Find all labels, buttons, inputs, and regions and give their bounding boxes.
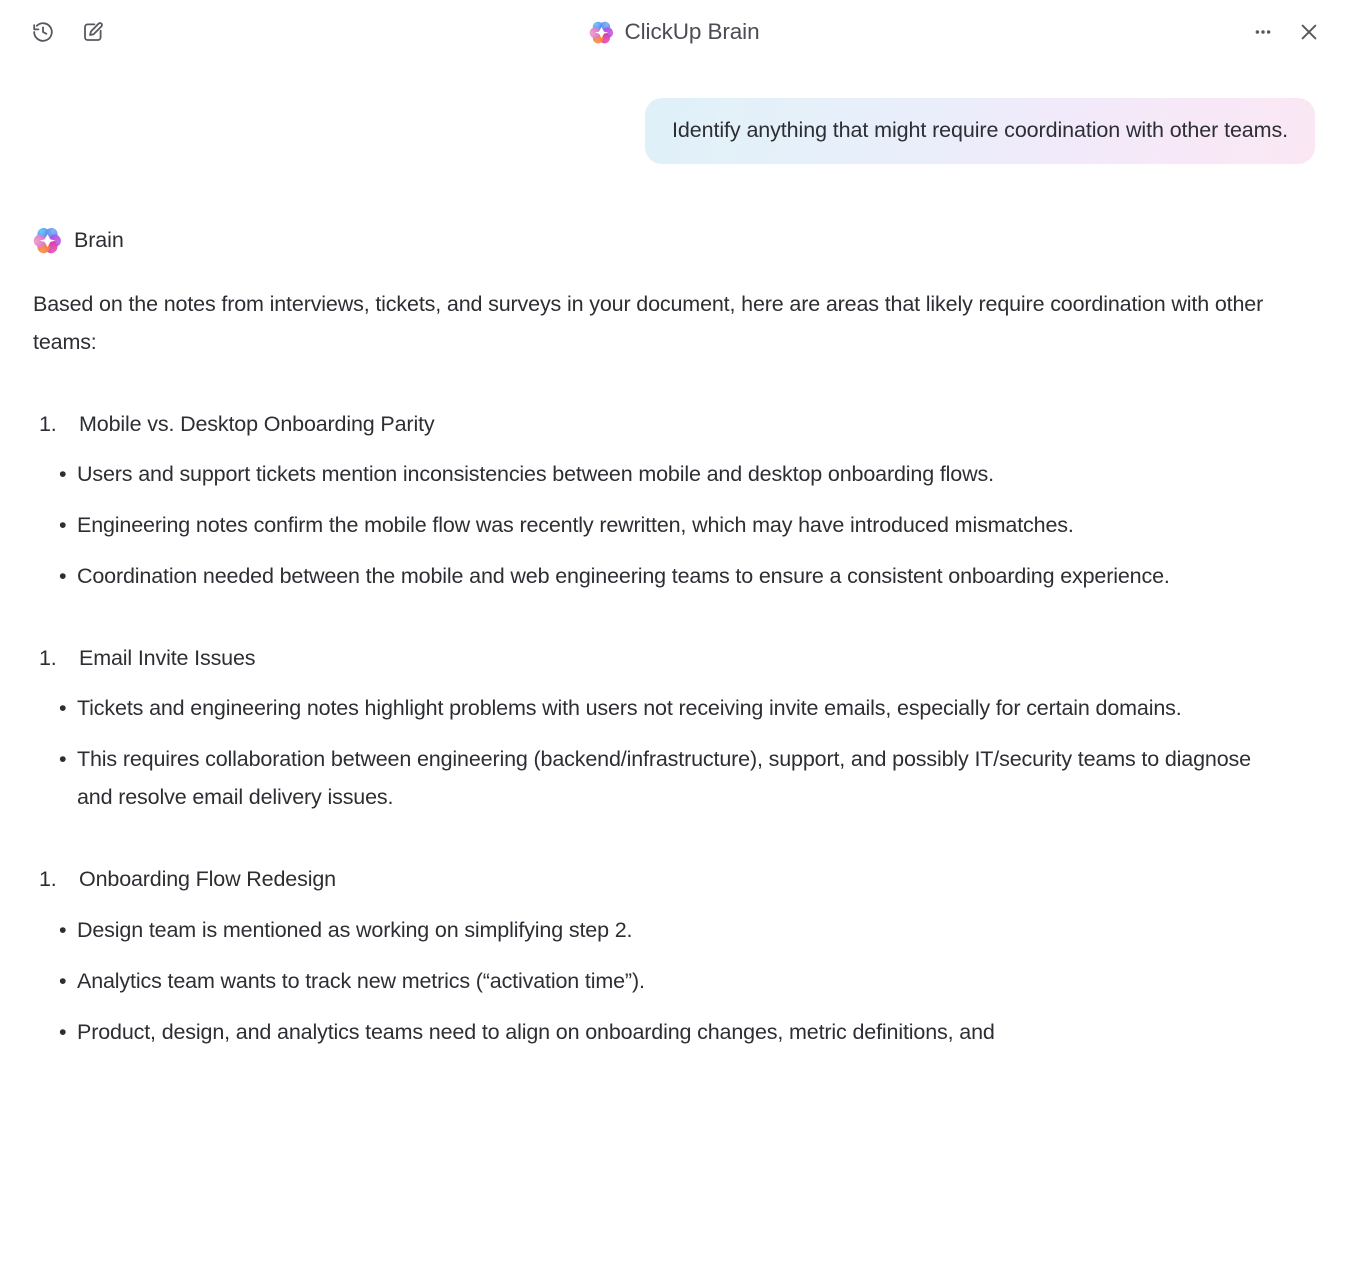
window-titlebar [0, 0, 1348, 64]
section-number: 1. [39, 646, 57, 671]
list-item [33, 740, 1315, 816]
list-item-text: Engineering notes confirm the mobile flow was recently rewritten, which may have introduced mismatches. [77, 513, 1074, 538]
list-item [33, 1013, 1315, 1051]
list-item-text: Product, design, and analytics teams need to align on onboarding changes, metric definitions, and [77, 1019, 995, 1044]
brain-flower-icon [33, 226, 62, 255]
section-number: 1. [39, 867, 57, 892]
assistant-message [33, 226, 1315, 1051]
bullet-dot-icon: • [59, 513, 67, 538]
titlebar-right-actions [1246, 15, 1348, 49]
bullet-dot-icon: • [59, 696, 67, 721]
section-number: 1. [39, 412, 57, 437]
titlebar-title-area [0, 0, 1348, 64]
list-item [33, 557, 1315, 595]
response-intro-paragraph: Based on the notes from interviews, tickets, and surveys in your document, here are areas that likely require coordination with other teams: [33, 292, 1264, 355]
titlebar-left-actions [0, 15, 110, 49]
response-section [33, 405, 1315, 595]
list-item [33, 911, 1315, 949]
list-item-text: Analytics team wants to track new metrics (“activation time”). [77, 968, 645, 993]
list-item [33, 455, 1315, 493]
section-title: Email Invite Issues [79, 646, 256, 671]
section-bullet-list [33, 911, 1315, 1051]
assistant-name-label: Brain [74, 228, 124, 253]
section-heading [33, 405, 1315, 443]
section-title: Mobile vs. Desktop Onboarding Parity [79, 412, 435, 437]
section-bullet-list [33, 455, 1315, 595]
assistant-header [33, 226, 1315, 255]
bullet-dot-icon: • [59, 564, 67, 589]
window-title: ClickUp Brain [624, 19, 760, 44]
list-item-text: This requires collaboration between engineering (backend/infrastructure), support, and possibly IT/security teams to diagnose and resolve email delivery issues. [77, 747, 1251, 810]
bullet-dot-icon: • [59, 747, 67, 772]
bullet-dot-icon: • [59, 1019, 67, 1044]
section-bullet-list [33, 689, 1315, 816]
list-item-text: Coordination needed between the mobile and web engineering teams to ensure a consistent onboarding experience. [77, 564, 1170, 589]
section-heading [33, 639, 1315, 677]
assistant-response-body [33, 285, 1315, 1051]
user-message-bubble[interactable]: Identify anything that might require coordination with other teams. [645, 98, 1315, 164]
response-section [33, 860, 1315, 1050]
bullet-dot-icon: • [59, 917, 67, 942]
list-item [33, 506, 1315, 544]
bullet-dot-icon: • [59, 968, 67, 993]
list-item [33, 689, 1315, 727]
response-section [33, 639, 1315, 816]
conversation-thread [0, 98, 1348, 1051]
bullet-dot-icon: • [59, 462, 67, 487]
list-item-text: Users and support tickets mention inconsistencies between mobile and desktop onboarding flows. [77, 462, 994, 487]
section-heading [33, 860, 1315, 898]
list-item-text: Tickets and engineering notes highlight problems with users not receiving invite emails, especially for certain domains. [77, 696, 1182, 721]
more-options-ellipsis-icon[interactable] [1246, 15, 1280, 49]
history-clock-icon[interactable] [26, 15, 60, 49]
brain-flower-icon [589, 20, 614, 45]
close-x-icon[interactable] [1292, 15, 1326, 49]
list-item [33, 962, 1315, 1000]
section-title: Onboarding Flow Redesign [79, 867, 336, 892]
user-message-row [33, 98, 1315, 164]
list-item-text: Design team is mentioned as working on simplifying step 2. [77, 917, 633, 942]
compose-edit-icon[interactable] [76, 15, 110, 49]
